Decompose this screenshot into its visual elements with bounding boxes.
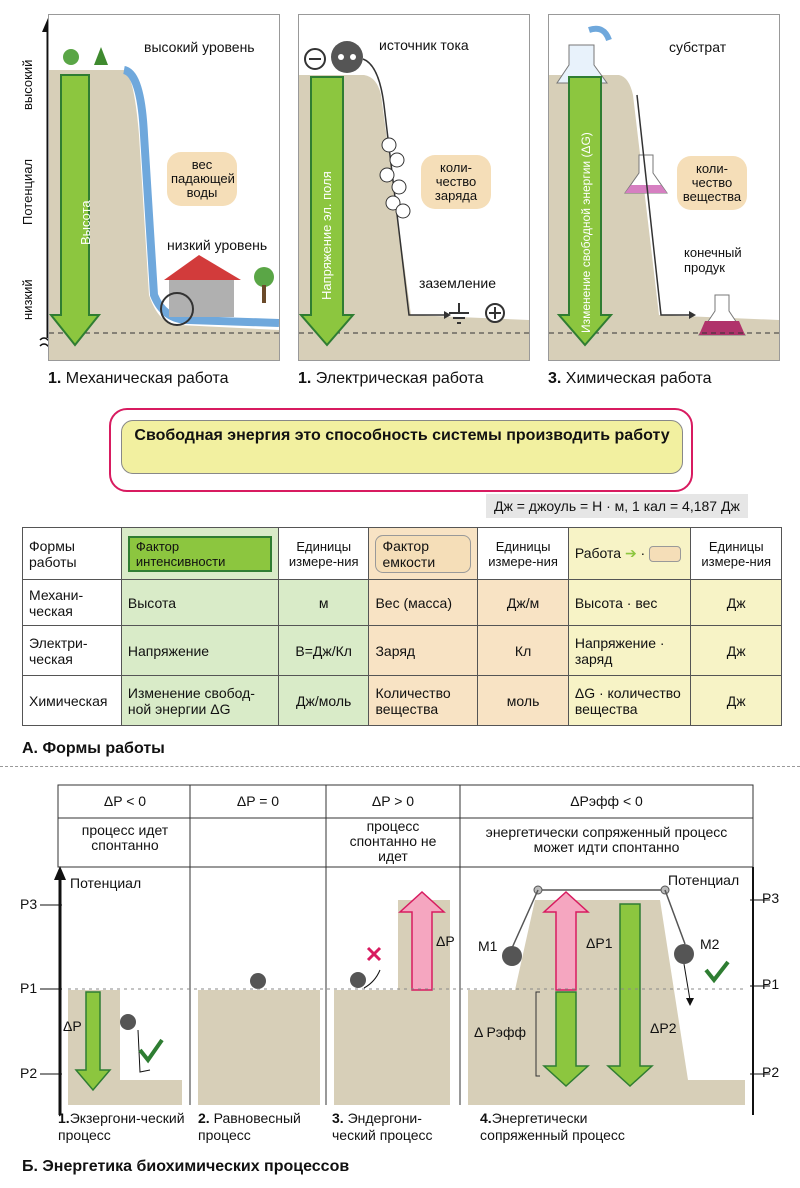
units-note: Дж = джоуль = Н · м, 1 кал = 4,187 Дж: [486, 494, 748, 518]
table-cell: Химическая: [23, 676, 122, 726]
caption-endergonic: 3. Эндергони-ческий процесс: [332, 1110, 433, 1143]
dpeff-label: Δ Pэфф: [474, 1024, 526, 1040]
description-3: процесс спонтанно не идет: [349, 818, 437, 864]
table-cell: Напряжение · заряд: [568, 626, 691, 676]
caption-electrical: 1. Электрическая работа: [298, 370, 484, 387]
falling-water-weight-bubble: вес падающей воды: [167, 152, 237, 206]
section-divider: [0, 766, 800, 767]
caption-equilibrium: 2. Равновесный процесс: [198, 1110, 301, 1143]
caption-exergonic: 1.Экзергони-ческий процесс: [58, 1110, 185, 1143]
table-cell: Количество вещества: [369, 676, 478, 726]
panel-mechanical: [48, 14, 280, 361]
potential-label-right: Потенциал: [668, 872, 740, 888]
level-p3-right: P3: [762, 890, 780, 906]
table-cell: Заряд: [369, 626, 478, 676]
caption-mechanical: 1. Механическая работа: [48, 370, 229, 387]
waterfall-illustration: [49, 15, 279, 360]
dp2-label: ΔP2: [650, 1020, 677, 1036]
axis-high-label: высокий: [20, 59, 35, 110]
table-header-row: [23, 528, 782, 580]
axis-mid-label: Потенциал: [20, 158, 35, 225]
level-p2-right: P2: [762, 1064, 780, 1080]
table-row: [23, 580, 782, 626]
table-cell: Дж/моль: [278, 676, 369, 726]
potential-label-left: Потенциал: [70, 875, 142, 891]
headline-text: Свободная энергия это способность системы производить работу: [121, 420, 683, 474]
table-cell: Дж: [691, 626, 782, 676]
headline-frame: [109, 408, 693, 492]
table-cell: Дж: [691, 676, 782, 726]
table-cell: Дж/м: [478, 580, 569, 626]
level-p3: P3: [20, 896, 38, 912]
table-cell: м: [278, 580, 369, 626]
section-a-title: А. Формы работы: [22, 740, 165, 757]
level-p2: P2: [20, 1065, 38, 1081]
table-row: [23, 676, 782, 726]
header-units-2: Единицы измере-ния: [478, 528, 569, 580]
section-b-title: Б. Энергетика биохимических процессов: [22, 1158, 350, 1175]
dp-label-3: ΔP: [436, 933, 455, 949]
header-units-3: Единицы измере-ния: [691, 528, 782, 580]
header-intensity-factor: Фактор интенсивности: [121, 528, 278, 580]
table-cell: Механи-ческая: [23, 580, 122, 626]
table-cell: Высота: [121, 580, 278, 626]
header-capacity-factor: Фактор емкости: [369, 528, 478, 580]
substance-quantity-bubble: коли-чество вещества: [677, 156, 747, 210]
arrow-icon: ➔: [624, 544, 637, 561]
table-cell: Электри-ческая: [23, 626, 122, 676]
table-cell: Высота · вес: [568, 580, 691, 626]
table-cell: Кл: [478, 626, 569, 676]
condition-3: ΔP > 0: [371, 793, 415, 809]
table-cell: Изменение свобод-ной энергии ΔG: [121, 676, 278, 726]
free-energy-arrow-label: Изменение свободной энергии (ΔG): [579, 132, 593, 333]
panel-electrical: [298, 14, 530, 361]
condition-2: ΔP = 0: [236, 793, 280, 809]
table-cell: Вес (масса): [369, 580, 478, 626]
m1-label: M1: [478, 938, 498, 954]
height-arrow-label: Высота: [78, 200, 93, 245]
table-cell: Напряжение: [121, 626, 278, 676]
table-cell: Дж: [691, 580, 782, 626]
condition-1: ΔP < 0: [103, 793, 147, 809]
substrate-label: субстрат: [669, 39, 727, 55]
ground-label: заземление: [419, 275, 497, 291]
table-cell: моль: [478, 676, 569, 726]
dp-label-1: ΔP: [63, 1018, 82, 1034]
table-cell: ΔG · количество вещества: [568, 676, 691, 726]
m2-label: M2: [700, 936, 720, 952]
header-forms: Формы работы: [23, 528, 122, 580]
caption-chemical: 3. Химическая работа: [548, 370, 712, 387]
work-forms-table: [22, 527, 782, 726]
level-p1-right: P1: [762, 976, 780, 992]
level-p1: P1: [20, 980, 38, 996]
dp1-label: ΔP1: [586, 935, 613, 951]
end-product-label: конечный продук: [684, 245, 742, 275]
charge-quantity-bubble: коли-чество заряда: [421, 155, 491, 209]
table-cell: В=Дж/Кл: [278, 626, 369, 676]
description-4: энергетически сопряженный процесс может идти спонтанно: [485, 824, 728, 855]
capacity-icon: [649, 546, 681, 562]
voltage-arrow-label: Напряжение эл. поля: [319, 171, 334, 300]
current-source-label: источник тока: [379, 37, 469, 53]
caption-coupled: 4.Энергетически сопряженный процесс: [480, 1110, 625, 1143]
panel-chemical: [548, 14, 780, 361]
description-1: процесс идет спонтанно: [81, 822, 169, 853]
table-row: [23, 626, 782, 676]
condition-4: ΔPэфф < 0: [570, 793, 643, 809]
header-work: Работа ➔ ·: [568, 528, 691, 580]
axis-low-label: низкий: [20, 279, 35, 320]
low-level-label: низкий уровень: [167, 237, 268, 253]
high-level-label: высокий уровень: [144, 39, 255, 55]
header-units-1: Единицы измере-ния: [278, 528, 369, 580]
